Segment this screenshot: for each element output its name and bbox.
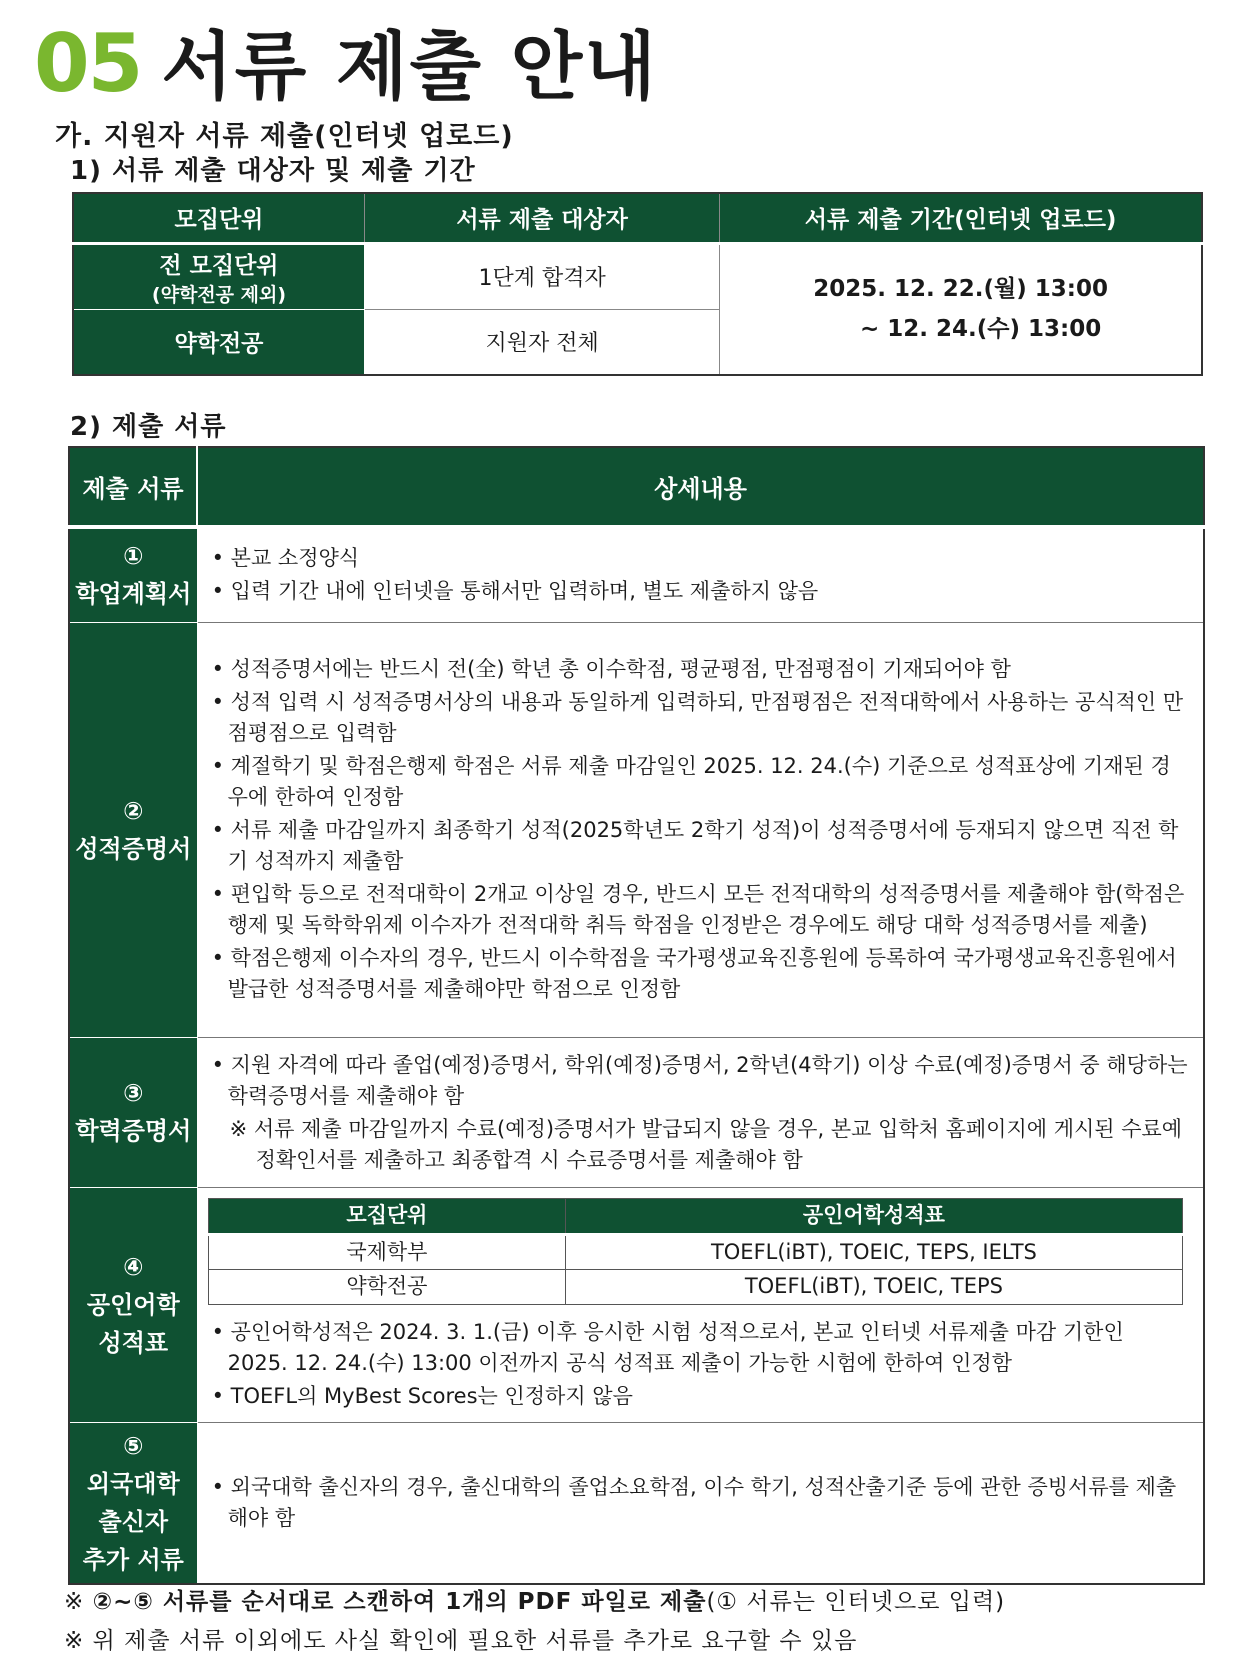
list-item: • 공인어학성적은 2024. 3. 1.(금) 이후 응시한 시험 성적으로서, 본교 인터넷 서류제출 마감 기한인 2025. 12. 24.(수) 13:00 이전까지 공식 성적표 제출이 가능한 시험에 한하여 인정함 xyxy=(211,1319,1124,1375)
doc-detail xyxy=(197,1422,1204,1584)
col-header-unit: 모집단위 xyxy=(73,193,364,243)
doc-transcript xyxy=(69,622,197,1037)
subsection-heading-1: 1) 서류 제출 대상자 및 제출 기간 xyxy=(70,156,476,186)
inner-header-unit: 모집단위 xyxy=(208,1198,566,1234)
submission-period-table xyxy=(72,192,1203,376)
inner-header-tests: 공인어학성적표 xyxy=(566,1198,1182,1234)
table-row xyxy=(69,1422,1204,1584)
table-row xyxy=(208,1269,1182,1304)
list-item: • 편입학 등으로 전적대학이 2개교 이상일 경우, 반드시 모든 전적대학의 성적증명서를 제출해야 함(학점은행제 및 독학학위제 이수자가 전적대학 취득 학점을 인정받은 경우에도 해당 대학 성적증명서를 제출) xyxy=(211,882,1185,937)
inner-unit: 국제학부 xyxy=(208,1234,566,1269)
doc-name: 성적증명서 xyxy=(75,834,192,863)
list-item: • 성적증명서에는 반드시 전(全) 학년 총 이수학점, 평균평점, 만점평점이 기재되어야 함 xyxy=(211,657,1011,681)
unit-pharmacy: 약학전공 xyxy=(73,309,364,375)
language-test-table xyxy=(208,1198,1183,1305)
col-header-document: 제출 서류 xyxy=(69,447,197,527)
col-header-period: 서류 제출 기간(인터넷 업로드) xyxy=(720,193,1202,243)
doc-name-line2: 성적표 xyxy=(98,1328,169,1357)
doc-detail xyxy=(197,527,1204,622)
list-item: • 성적 입력 시 성적증명서상의 내용과 동일하게 입력하되, 만점평점은 전적대학에서 사용하는 공식적인 만점평점으로 입력함 xyxy=(211,690,1184,745)
doc-name: 학력증명서 xyxy=(75,1117,192,1145)
table-row xyxy=(208,1234,1182,1269)
period-start: 2025. 12. 22.(월) 13:00 xyxy=(813,276,1108,303)
inner-tests: TOEFL(iBT), TOEIC, TEPS, IELTS xyxy=(566,1234,1182,1269)
table-row xyxy=(69,1037,1204,1187)
list-item: • 외국대학 출신자의 경우, 출신대학의 졸업소요학점, 이수 학기, 성적산출기준 등에 관한 증빙서류를 제출해야 함 xyxy=(211,1474,1177,1530)
table-row xyxy=(69,527,1204,622)
list-item: • 학점은행제 이수자의 경우, 반드시 이수학점을 국가평생교육진흥원에 등록하여 국가평생교육진흥원에서 발급한 성적증명서를 제출해야만 학점으로 인정함 xyxy=(211,946,1177,1001)
doc-number: ⑤ xyxy=(123,1431,144,1460)
doc-language-score xyxy=(69,1187,197,1422)
section-number: 05 xyxy=(34,17,142,110)
table-row xyxy=(69,622,1204,1037)
doc-detail xyxy=(197,622,1204,1037)
title-text: 서류 제출 안내 xyxy=(161,24,658,110)
table-row xyxy=(69,1187,1204,1422)
doc-detail xyxy=(197,1187,1204,1422)
doc-detail xyxy=(197,1037,1204,1187)
unit-all xyxy=(73,243,364,309)
doc-number: ② xyxy=(123,796,144,825)
section-heading: 가. 지원자 서류 제출(인터넷 업로드) xyxy=(55,121,514,152)
doc-number: ④ xyxy=(123,1252,144,1281)
doc-number: ① xyxy=(123,542,144,571)
unit-all-line2: (약학전공 제외) xyxy=(151,283,287,306)
list-item: • TOEFL의 MyBest Scores는 인정하지 않음 xyxy=(211,1383,633,1408)
doc-name-line1: 외국대학 xyxy=(86,1469,180,1498)
list-item: • 계절학기 및 학점은행제 학점은 서류 제출 마감일인 2025. 12. 24.(수) 기준으로 성적표상에 기재된 경우에 한하여 인정함 xyxy=(211,754,1171,809)
doc-name-line3: 추가 서류 xyxy=(82,1545,184,1574)
list-item: • 지원 자격에 따라 졸업(예정)증명서, 학위(예정)증명서, 2학년(4학기) 이상 수료(예정)증명서 중 해당하는 학력증명서를 제출해야 함 xyxy=(211,1053,1188,1108)
col-header-target: 서류 제출 대상자 xyxy=(364,193,719,243)
footnote-1: ※ ②~⑤ 서류를 순서대로 스캔하여 1개의 PDF 파일로 제출(① 서류는 인터넷으로 입력) xyxy=(64,1589,1006,1615)
doc-number: ③ xyxy=(123,1079,144,1107)
target-stage1: 1단계 합격자 xyxy=(364,243,719,309)
col-header-detail: 상세내용 xyxy=(197,447,1204,527)
doc-name: 학업계획서 xyxy=(75,580,192,609)
doc-study-plan xyxy=(69,527,197,622)
inner-tests: TOEFL(iBT), TOEIC, TEPS xyxy=(566,1269,1182,1304)
list-item: • 본교 소정양식 xyxy=(211,546,360,571)
note: ※ 서류 제출 마감일까지 수료(예정)증명서가 발급되지 않을 경우, 본교 입학처 홈페이지에 게시된 수료예정확인서를 제출하고 최종합격 시 수료증명서를 제출해야 함 xyxy=(229,1117,1183,1172)
submission-period xyxy=(720,243,1202,375)
unit-all-line1: 전 모집단위 xyxy=(159,252,279,279)
list-item: • 입력 기간 내에 인터넷을 통해서만 입력하며, 별도 제출하지 않음 xyxy=(211,579,819,604)
target-all: 지원자 전체 xyxy=(364,309,719,375)
doc-name-line2: 출신자 xyxy=(98,1507,169,1536)
period-end: ~ 12. 24.(수) 13:00 xyxy=(860,316,1102,343)
doc-foreign-university xyxy=(69,1422,197,1584)
doc-degree-certificate xyxy=(69,1037,197,1187)
list-item: • 서류 제출 마감일까지 최종학기 성적(2025학년도 2학기 성적)이 성적증명서에 등재되지 않으면 직전 학기 성적까지 제출함 xyxy=(211,818,1179,873)
subsection-heading-2: 2) 제출 서류 xyxy=(70,412,227,442)
page-title xyxy=(34,14,658,110)
required-documents-table xyxy=(68,446,1205,1585)
inner-unit: 약학전공 xyxy=(208,1269,566,1304)
doc-name-line1: 공인어학 xyxy=(86,1290,180,1319)
footnote-2: ※ 위 제출 서류 이외에도 사실 확인에 필요한 서류를 추가로 요구할 수 있음 xyxy=(64,1628,858,1654)
